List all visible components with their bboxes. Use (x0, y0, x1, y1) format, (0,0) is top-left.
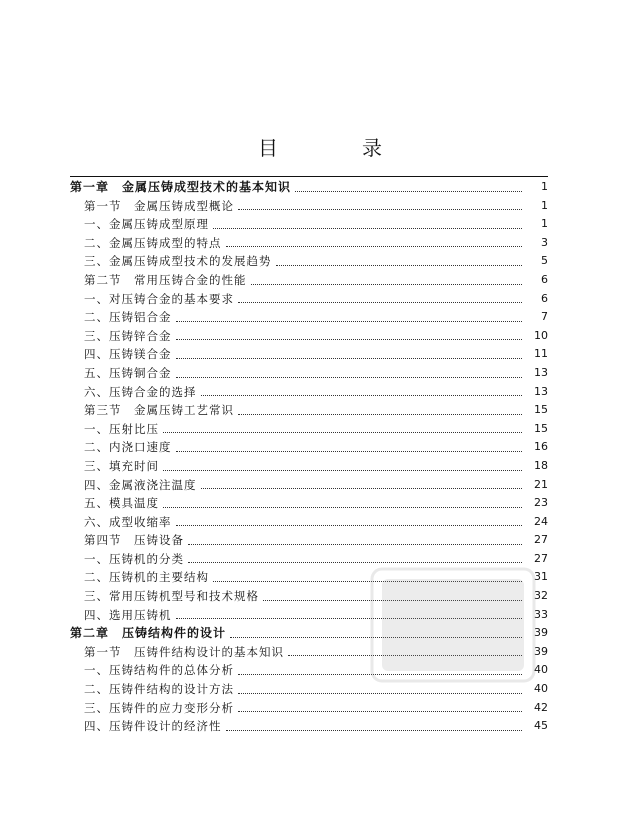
toc-item-row (70, 383, 548, 402)
toc-item-row (70, 494, 548, 513)
toc-item-row (70, 215, 548, 234)
toc-entry-label: 三、压铸锌合金 (84, 328, 172, 343)
toc-item-row (70, 364, 548, 383)
toc-item-row (70, 476, 548, 495)
toc-page-number: 16 (534, 440, 548, 454)
toc-entry-label: 第四节 压铸设备 (84, 533, 184, 548)
toc-page-number: 40 (534, 682, 548, 696)
dot-leader (176, 346, 523, 359)
toc-entry-label: 三、填充时间 (84, 458, 159, 473)
toc-entry-label: 一、对压铸合金的基本要求 (84, 291, 234, 306)
toc-page-number: 23 (534, 496, 548, 510)
toc-entry-label: 一、压铸机的分类 (84, 551, 184, 566)
toc-page-number: 3 (541, 235, 548, 249)
toc-chapter-row (70, 176, 548, 197)
dot-leader (238, 699, 522, 712)
toc-page-number: 13 (534, 384, 548, 398)
toc-entry-label: 六、成型收缩率 (84, 514, 172, 529)
toc-entry-label: 二、压铸件结构的设计方法 (84, 682, 234, 697)
dot-leader (226, 234, 523, 247)
toc-item-row (70, 457, 548, 476)
toc-page-number: 13 (534, 365, 548, 379)
toc-entry-label: 第三节 金属压铸工艺常识 (84, 403, 234, 418)
toc-entry-label: 第一章 金属压铸成型技术的基本知识 (70, 180, 292, 194)
toc-entry-label: 一、压射比压 (84, 421, 159, 436)
toc-entry-label: 四、压铸镁合金 (84, 347, 172, 362)
toc-page-number: 6 (541, 272, 548, 286)
dot-leader (238, 290, 522, 303)
toc-page-number: 33 (534, 607, 548, 621)
toc-item-row (70, 513, 548, 532)
dot-leader (176, 309, 523, 322)
toc-page-number: 1 (541, 217, 548, 231)
toc-section-row (70, 197, 548, 216)
toc-section-row (70, 401, 548, 420)
watermark-stamp (368, 565, 538, 685)
toc-section-row (70, 271, 548, 290)
toc-entry-label: 第一节 压铸件结构设计的基本知识 (84, 644, 284, 659)
dot-leader (176, 365, 523, 378)
dot-leader (176, 513, 523, 526)
toc-page-number: 39 (534, 626, 548, 640)
toc-item-row (70, 345, 548, 364)
toc-page-number: 27 (534, 551, 548, 565)
toc-item-row (70, 699, 548, 718)
toc-item-row (70, 252, 548, 271)
toc-item-row (70, 420, 548, 439)
toc-entry-label: 第一节 金属压铸成型概论 (84, 198, 234, 213)
dot-leader (163, 495, 522, 508)
dot-leader (188, 532, 522, 545)
toc-page-number: 18 (534, 458, 548, 472)
toc-page-number: 24 (534, 514, 548, 528)
page-title: 目 录 (258, 136, 414, 160)
toc-entry-label: 二、金属压铸成型的特点 (84, 235, 222, 250)
dot-leader (213, 216, 522, 229)
toc-entry-label: 二、内浇口速度 (84, 440, 172, 455)
toc-entry-label: 二、压铸机的主要结构 (84, 570, 209, 585)
toc-entry-label: 六、压铸合金的选择 (84, 384, 197, 399)
toc-page-number: 39 (534, 644, 548, 658)
dot-leader (276, 253, 523, 266)
toc-page-number: 11 (534, 347, 548, 361)
toc-entry-label: 一、压铸结构件的总体分析 (84, 663, 234, 678)
toc-entry-label: 第二节 常用压铸合金的性能 (84, 272, 247, 287)
toc-page-number: 32 (534, 589, 548, 603)
dot-leader (238, 402, 522, 415)
dot-leader (163, 458, 522, 471)
toc-entry-label: 三、金属压铸成型技术的发展趋势 (84, 254, 272, 269)
toc-page-number: 15 (534, 421, 548, 435)
dot-leader (176, 327, 523, 340)
toc-page-number: 1 (541, 198, 548, 212)
dot-leader (295, 179, 522, 192)
toc-page-number: 6 (541, 291, 548, 305)
toc-entry-label: 第二章 压铸结构件的设计 (70, 626, 227, 641)
toc-item-row (70, 234, 548, 253)
toc-item-row (70, 717, 548, 736)
dot-leader (163, 420, 522, 433)
toc-page-number: 1 (541, 180, 548, 193)
toc-page-number: 10 (534, 328, 548, 342)
toc-page-number: 21 (534, 477, 548, 491)
dot-leader (201, 383, 523, 396)
toc-page-number: 7 (541, 310, 548, 324)
toc-page-number: 42 (534, 700, 548, 714)
toc-entry-label: 四、选用压铸机 (84, 607, 172, 622)
dot-leader (176, 439, 523, 452)
toc-entry-label: 三、压铸件的应力变形分析 (84, 700, 234, 715)
toc-item-row (70, 438, 548, 457)
dot-leader (238, 197, 522, 210)
dot-leader (251, 272, 523, 285)
toc-item-row (70, 290, 548, 309)
toc-entry-label: 四、金属液浇注温度 (84, 477, 197, 492)
dot-leader (226, 718, 523, 731)
toc-entry-label: 一、金属压铸成型原理 (84, 217, 209, 232)
toc-entry-label: 四、压铸件设计的经济性 (84, 719, 222, 734)
toc-item-row (70, 308, 548, 327)
toc-section-row (70, 531, 548, 550)
toc-page-number: 45 (534, 719, 548, 733)
toc-entry-label: 三、常用压铸机型号和技术规格 (84, 589, 259, 604)
dot-leader (188, 550, 522, 563)
toc-page-number: 15 (534, 403, 548, 417)
toc-page-number: 31 (534, 570, 548, 584)
dot-leader (201, 476, 523, 489)
toc-page-number: 27 (534, 533, 548, 547)
toc-item-row (70, 327, 548, 346)
toc-entry-label: 二、压铸铝合金 (84, 310, 172, 325)
toc-entry-label: 五、压铸铜合金 (84, 365, 172, 380)
toc-page-number: 40 (534, 663, 548, 677)
toc-page-number: 5 (541, 254, 548, 268)
toc-entry-label: 五、模具温度 (84, 496, 159, 511)
